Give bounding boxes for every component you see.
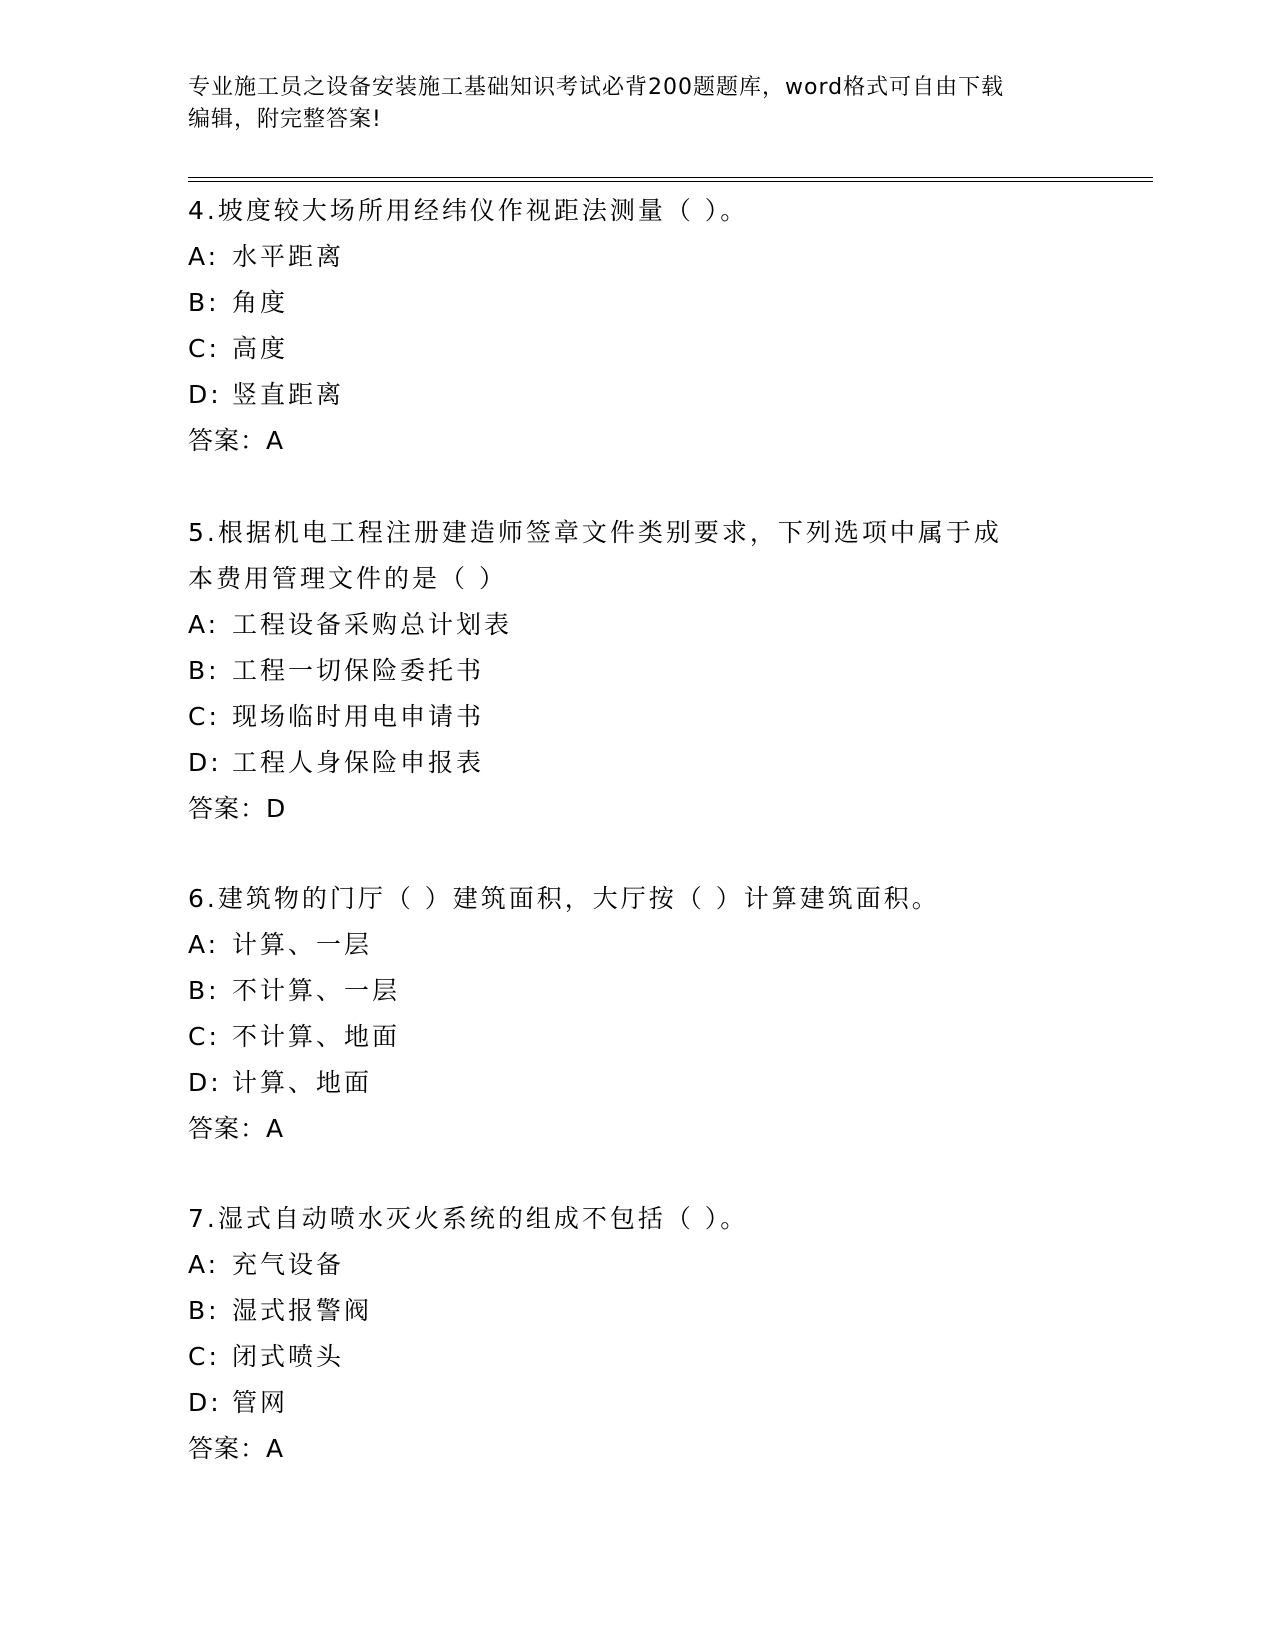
- option-letter: B:: [188, 656, 220, 685]
- option-a: [188, 602, 1068, 648]
- option-text: 工程一切保险委托书: [232, 656, 485, 685]
- option-d: [188, 372, 1068, 418]
- option-letter: C:: [188, 1022, 220, 1051]
- answer-value: A: [266, 1434, 284, 1463]
- option-b: [188, 280, 1068, 326]
- option-text: 闭式喷头: [232, 1342, 345, 1371]
- option-letter: C:: [188, 1342, 220, 1371]
- question-stem: 5.根据机电工程注册建造师签章文件类别要求，下列选项中属于成本费用管理文件的是（ ）: [188, 518, 1002, 593]
- answer-value: A: [266, 1114, 284, 1143]
- option-b: [188, 1288, 1068, 1334]
- option-d: [188, 1380, 1068, 1426]
- option-text: 工程设备采购总计划表: [232, 610, 513, 639]
- header-divider-top: [188, 177, 1153, 178]
- answer-label: 答案：: [188, 1114, 267, 1143]
- option-a: [188, 1242, 1068, 1288]
- header-line-2: 编辑，附完整答案!: [188, 107, 382, 132]
- option-d: [188, 740, 1068, 786]
- option-text: 水平距离: [232, 242, 345, 271]
- option-text: 不计算、一层: [232, 976, 401, 1005]
- answer-label: 答案：: [188, 1434, 267, 1463]
- option-letter: C:: [188, 334, 220, 363]
- question-stem: 7.湿式自动喷水灭火系统的组成不包括（ ）。: [188, 1204, 749, 1233]
- option-b: [188, 648, 1068, 694]
- option-text: 不计算、地面: [232, 1022, 401, 1051]
- answer-value: A: [266, 426, 284, 455]
- option-letter: B:: [188, 1296, 220, 1325]
- option-letter: B:: [188, 976, 220, 1005]
- option-letter: B:: [188, 288, 220, 317]
- option-text: 角度: [232, 288, 289, 317]
- option-text: 管网: [232, 1388, 289, 1417]
- header-divider-bottom: [188, 181, 1153, 182]
- option-letter: D:: [188, 1068, 222, 1097]
- question-4: [188, 188, 1068, 464]
- question-stem: 6.建筑物的门厅（ ）建筑面积，大厅按（ ）计算建筑面积。: [188, 884, 940, 913]
- answer-label: 答案：: [188, 794, 267, 823]
- answer-line: [188, 786, 1068, 832]
- option-letter: A:: [188, 930, 220, 959]
- option-c: [188, 694, 1068, 740]
- option-b: [188, 968, 1068, 1014]
- option-a: [188, 234, 1068, 280]
- option-text: 充气设备: [232, 1250, 345, 1279]
- header-line-1: 专业施工员之设备安装施工基础知识考试必背200题题库，word格式可自由下载: [188, 75, 1005, 100]
- option-text: 计算、地面: [232, 1068, 373, 1097]
- question-stem: 4.坡度较大场所用经纬仪作视距法测量（ ）。: [188, 196, 749, 225]
- option-a: [188, 922, 1068, 968]
- answer-line: [188, 418, 1068, 464]
- option-text: 现场临时用电申请书: [232, 702, 485, 731]
- question-6: [188, 876, 1068, 1152]
- option-c: [188, 1334, 1068, 1380]
- option-text: 工程人身保险申报表: [232, 748, 485, 777]
- question-7: [188, 1196, 1068, 1472]
- option-d: [188, 1060, 1068, 1106]
- option-text: 高度: [232, 334, 289, 363]
- option-letter: D:: [188, 380, 222, 409]
- option-text: 竖直距离: [232, 380, 345, 409]
- option-letter: C:: [188, 702, 220, 731]
- option-c: [188, 326, 1068, 372]
- question-5: [188, 510, 1068, 832]
- option-text: 计算、一层: [232, 930, 373, 959]
- answer-value: D: [266, 794, 286, 823]
- option-letter: A:: [188, 610, 220, 639]
- document-header: [188, 72, 1068, 136]
- option-letter: A:: [188, 242, 220, 271]
- option-letter: A:: [188, 1250, 220, 1279]
- option-text: 湿式报警阀: [232, 1296, 373, 1325]
- option-letter: D:: [188, 748, 222, 777]
- option-c: [188, 1014, 1068, 1060]
- answer-line: [188, 1106, 1068, 1152]
- answer-label: 答案：: [188, 426, 267, 455]
- answer-line: [188, 1426, 1068, 1472]
- option-letter: D:: [188, 1388, 222, 1417]
